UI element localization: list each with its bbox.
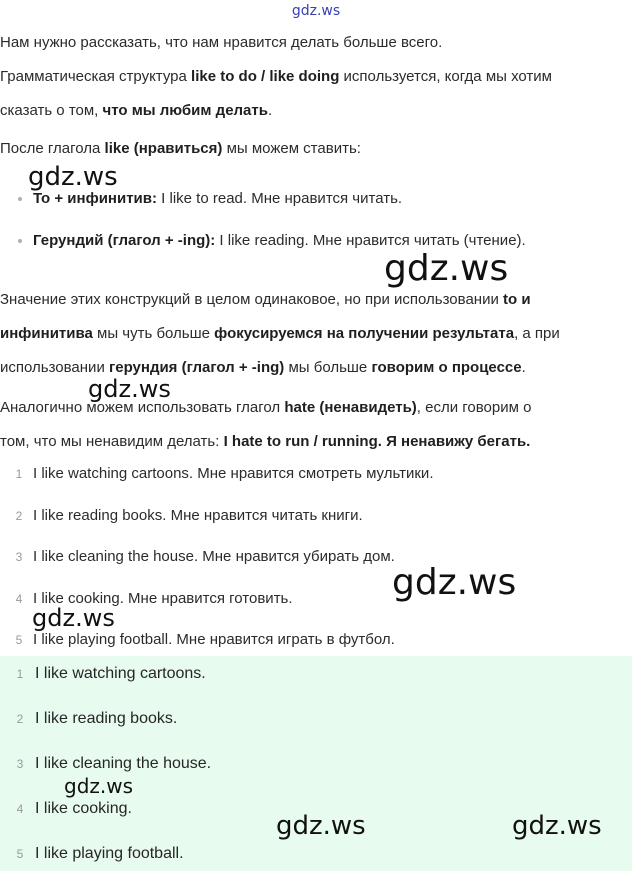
item-number: 1 [16,667,24,681]
item-text: I like reading books. [35,710,178,727]
watermark: gdz.ws [88,375,171,403]
bullet-dot-icon [18,197,22,201]
item-number: 2 [16,712,24,726]
item-text: I like cleaning the house. [35,755,212,772]
intro-paragraph [0,26,632,128]
item-text: I like cooking. Мне нравится готовить. [33,590,293,607]
watermark: gdz.ws [28,162,118,192]
item-number: 4 [15,592,23,606]
intro-line-1: Нам нужно рассказать, что нам нравится делать больше всего. [0,34,443,51]
item-text: I like playing football. [35,845,184,862]
hate-paragraph: Аналогично можем использовать глагол hate (ненавидеть), если говорим о том, что мы ненавидим делать: I hate to run / running. Я ненавижу бегать. [0,399,532,450]
item-text: I like cooking. [35,800,132,817]
watermark: gdz.ws [64,774,134,798]
meaning-paragraph: Значение этих конструкций в целом одинаковое, но при использовании to и инфинитива мы чуть больше фокусируемся на получении результата, а при использовании герундия (глагол + -ing) мы больше говорим о процессе. [0,291,560,376]
item-number: 3 [16,757,24,771]
watermark: gdz.ws [392,562,517,603]
watermark: gdz.ws [512,811,602,841]
item-text: I like cleaning the house. Мне нравится убирать дом. [33,548,395,565]
header-watermark: gdz.ws [291,3,341,19]
intro-line-2: Грамматическая структура like to do / like doing используется, когда мы хотим [0,68,552,85]
after-verb-line: После глагола like (нравиться) мы можем ставить: [0,140,361,157]
item-text: I like playing football. Мне нравится играть в футбол. [33,631,395,648]
bullet-dot-icon [18,239,22,243]
watermark: gdz.ws [32,604,115,632]
intro-line-3: сказать о том, что мы любим делать. [0,102,273,119]
watermark: gdz.ws [276,811,366,841]
item-number: 3 [15,550,23,564]
item-number: 1 [15,467,23,481]
item-number: 5 [15,633,23,647]
watermark: gdz.ws [384,248,509,289]
item-text: I like watching cartoons. [35,665,206,682]
item-text: I like watching cartoons. Мне нравится смотреть мультики. [33,465,434,482]
item-number: 2 [15,509,23,523]
item-text: I like reading books. Мне нравится читать книги. [33,507,363,524]
item-number: 5 [16,847,24,861]
item-number: 4 [16,802,24,816]
